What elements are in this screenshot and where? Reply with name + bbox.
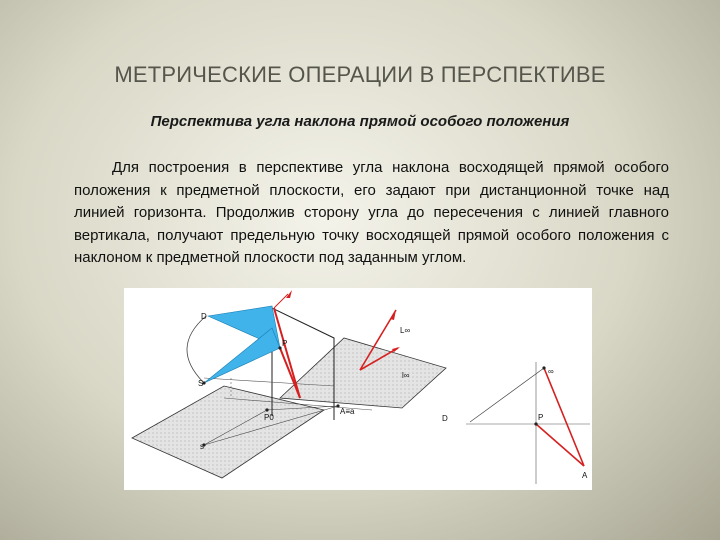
right-label-p: P <box>538 413 544 422</box>
description-text <box>74 157 669 270</box>
red-arrowhead-1 <box>286 290 292 298</box>
label-s-upper: S <box>198 379 204 388</box>
red-line-1 <box>274 308 300 398</box>
right-point-p <box>534 422 537 425</box>
right-label-d: D <box>442 414 448 423</box>
label-s: s <box>200 442 204 451</box>
label-d: D <box>201 312 207 321</box>
right-red-line-1 <box>544 368 584 466</box>
slide-title: МЕТРИЧЕСКИЕ ОПЕРАЦИИ В ПЕРСПЕКТИВЕ <box>114 62 606 87</box>
right-point-inf <box>542 366 545 369</box>
red-line-3 <box>274 294 288 308</box>
arc-construction <box>187 316 206 383</box>
far-plane <box>280 338 446 408</box>
label-l-inf: L∞ <box>400 326 411 335</box>
description-paragraph: Для построения в перспективе угла наклона восходящей прямой особого положения к предметной плоскости, его задают при дистанционной точке над линией горизонта. Продолжив сторону угла до пересечения с линией главного вертикала, получают предельную точку восходящей прямой особого положения с наклоном к предметной плоскости под заданным углом. <box>74 159 669 266</box>
label-a-eq-a: A≡a <box>340 407 355 416</box>
right-label-inf: ∞ <box>548 367 554 376</box>
right-ray-d <box>470 368 544 422</box>
point-p0 <box>265 408 268 411</box>
label-p: P <box>282 339 288 348</box>
perspective-diagram <box>124 288 592 490</box>
angle-triangle-lower <box>204 328 280 383</box>
right-label-a: A <box>582 471 588 480</box>
label-p0: P0 <box>264 413 274 422</box>
label-l-inf-lower: l∞ <box>402 371 410 380</box>
red-arrowhead-2 <box>390 310 396 320</box>
right-red-line-2 <box>536 424 584 466</box>
slide-subtitle: Перспектива угла наклона прямой особого положения <box>150 113 570 130</box>
perspective-figure <box>124 288 592 490</box>
